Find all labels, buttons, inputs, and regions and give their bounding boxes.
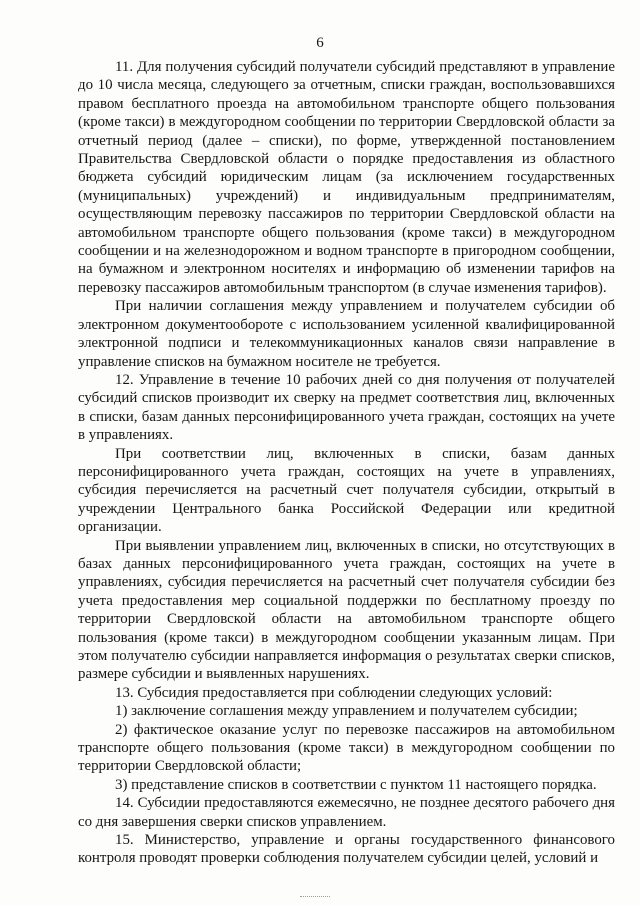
condition-1: 1) заключение соглашения между управлением и получателем субсидии; bbox=[115, 703, 578, 720]
paragraph-13: 13. Субсидия предоставляется при соблюдении следующих условий: bbox=[115, 684, 553, 701]
condition-3: 3) представление списков в соответствии с пунктом 11 настоящего порядка. bbox=[115, 776, 597, 793]
paragraph-12: 12. Управление в течение 10 рабочих дней со дня получения от получателей субсидий списков производит их сверку на предмет соответствия лиц, включенных в списки, базам данных персонифицированного учета граждан, состоящих на учете в управлениях. bbox=[78, 371, 615, 444]
body-text bbox=[78, 58, 615, 868]
condition-2: 2) фактическое оказание услуг по перевозке пассажиров на автомобильном транспорте общего пользования (кроме такси) в междугородном сообщении по территории Свердловской области; bbox=[78, 721, 615, 775]
scan-artifact bbox=[300, 896, 330, 899]
paragraph-mismatch: При выявлении управлением лиц, включенных в списки, но отсутствующих в базах данных персонифицированного учета граждан, состоящих на учете в управлениях, субсидия перечисляется на расчетный счет получателя субсидии без учета предоставления мер социальной поддержки по бесплатному проезду по территории Свердловской области на автомобильном транспорте общего пользования (кроме такси) в междугородном сообщении указанным лицам. При этом получателю субсидии направляется информация о результатах сверки списков, размере субсидии и выявленных нарушениях. bbox=[78, 537, 615, 683]
paragraph-edo: При наличии соглашения между управлением и получателем субсидии об электронном документообороте с использованием усиленной квалифицированной электронной подписи и телекоммуникационных каналов связи направление в управление списков на бумажном носителе не требуется. bbox=[78, 298, 615, 370]
paragraph-15: 15. Министерство, управление и органы государственного финансового контроля проводят проверки соблюдения получателем субсидии целей, условий и bbox=[78, 832, 615, 867]
paragraph-11: 11. Для получения субсидий получатели субсидий представляют в управление до 10 числа месяца, следующего за отчетным, списки граждан, воспользовавшихся правом бесплатного проезда на автомобильном транспорте общего пользования (кроме такси) в междугородном сообщении по территории Свердловской области за отчетный период (далее – списки), по форме, утвержденной постановлением Правительства Свердловской области о порядке предоставления из областного бюджета субсидий юридическим лицам (за исключением государственных (муниципальных) учреждений) и индивидуальным предпринимателям, осуществляющим перевозку пассажиров по территории Свердловской области на автомобильном транспорте общего пользования (кроме такси) в междугородном сообщении и на железнодорожном и водном транспорте в пригородном сообщении, на бумажном и электронном носителях и информацию об изменении тарифов на перевозку пассажиров автомобильным транспортом (в случае изменения тарифов). bbox=[78, 59, 615, 296]
page-number: 6 bbox=[316, 35, 324, 51]
paragraph-match: При соответствии лиц, включенных в списки, базам данных персонифицированного учета граждан, состоящих на учете в управлениях, субсидия перечисляется на расчетный счет получателя субсидии, открытый в учреждении Центрального банка Российской Федерации или кредитной организации. bbox=[78, 445, 615, 536]
paragraph-14: 14. Субсидии предоставляются ежемесячно, не позднее десятого рабочего дня со дня завершения сверки списков управлением. bbox=[78, 795, 615, 830]
